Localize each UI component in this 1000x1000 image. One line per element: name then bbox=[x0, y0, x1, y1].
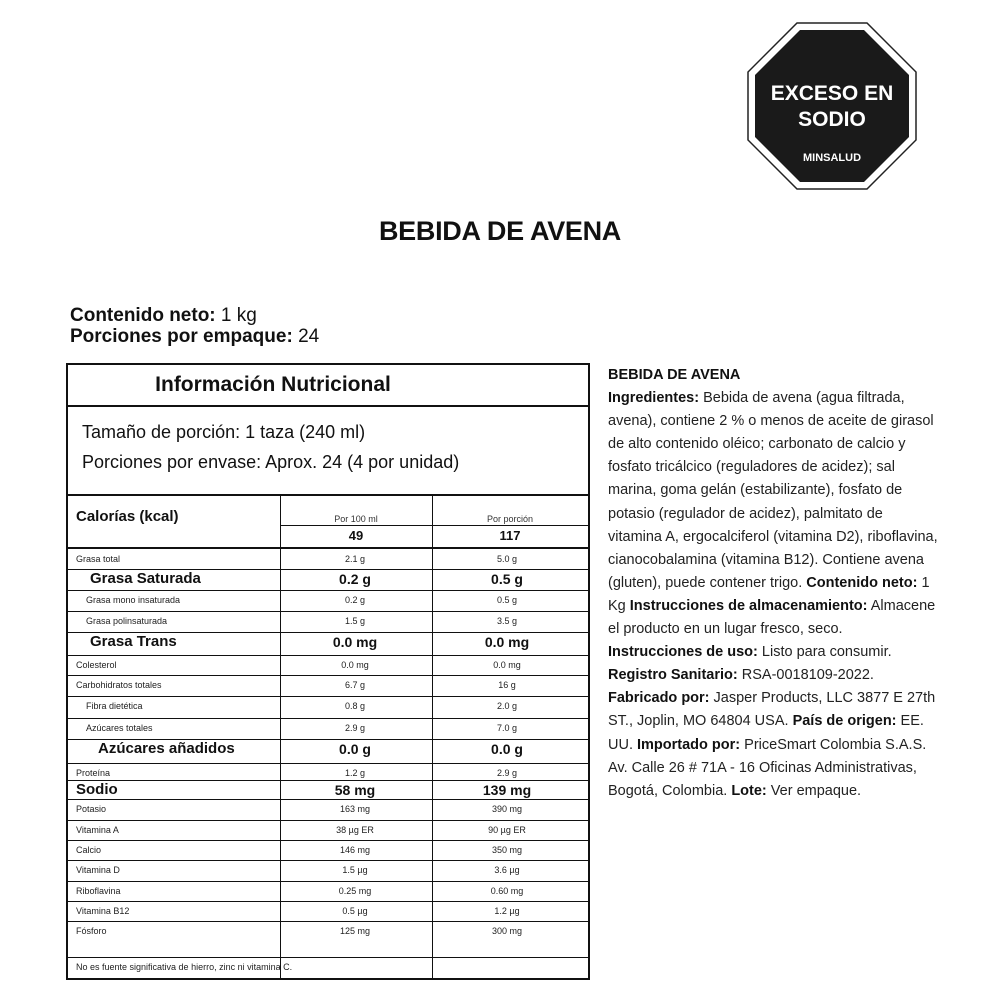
nutrient-value-per-portion: 16 g bbox=[498, 680, 516, 690]
nutrient-row bbox=[68, 820, 588, 840]
nutrient-value-per-portion: 3.5 g bbox=[496, 616, 518, 626]
nutrient-value-per-100ml: 163 mg bbox=[339, 804, 371, 814]
row-divider bbox=[68, 860, 588, 861]
nutrient-value-per-portion: 0.0 mg bbox=[493, 660, 521, 670]
nutrient-value-per-100ml: 146 mg bbox=[339, 845, 371, 855]
nutrient-name: Vitamina A bbox=[76, 825, 119, 835]
nutrient-row bbox=[68, 696, 588, 716]
nutrient-value-per-100ml: 1.5 g bbox=[344, 616, 366, 626]
row-divider bbox=[68, 569, 588, 570]
row-divider bbox=[68, 675, 588, 676]
nutrient-name: Vitamina D bbox=[76, 865, 120, 875]
portions-value: 24 bbox=[298, 326, 320, 347]
nutrient-name: Azúcares totales bbox=[86, 723, 153, 733]
nutrient-value-per-100ml: 1.5 µg bbox=[342, 865, 368, 875]
nutrient-value-per-portion: 0.60 mg bbox=[490, 886, 524, 896]
nutrient-value-per-portion: 5.0 g bbox=[496, 554, 518, 564]
importer-label: Importado por: bbox=[637, 736, 741, 753]
warning-seal bbox=[747, 22, 917, 190]
row-divider bbox=[68, 799, 588, 800]
seal-authority: MINSALUD bbox=[802, 152, 862, 164]
product-title: BEBIDA DE AVENA bbox=[378, 216, 622, 246]
nutrient-value-per-100ml: 1.2 g bbox=[344, 768, 366, 778]
nutrient-row bbox=[68, 549, 588, 569]
nutrient-row bbox=[68, 739, 588, 759]
panel-title: Información Nutricional bbox=[68, 365, 588, 407]
calories-per-portion: 117 bbox=[499, 528, 521, 543]
nutrient-name: Grasa mono insaturada bbox=[86, 595, 181, 605]
nutrient-name: Calcio bbox=[76, 845, 102, 855]
nutrient-value-per-portion: 0.0 g bbox=[491, 741, 523, 757]
nutrient-row bbox=[68, 780, 588, 800]
row-divider bbox=[68, 780, 588, 781]
nutrient-value-per-100ml: 125 mg bbox=[339, 926, 371, 936]
nutrient-row bbox=[68, 611, 588, 631]
origin-label: País de origen: bbox=[792, 713, 897, 730]
maker-label: Fabricado por: bbox=[608, 690, 710, 707]
calories-per-100ml: 49 bbox=[348, 528, 364, 543]
nutrient-value-per-100ml: 0.0 mg bbox=[341, 660, 369, 670]
ingredients-text: Bebida de avena (agua filtrada, avena), contiene 2 % o menos de aceite de girasol de alto contenido oléico; carbonato de calcio y fosfato tricálcico (reguladores de acidez); sal marina, goma gelán (estabilizante), fosfato de potasio (regulador de acidez), palmitato de vitamina A, ergocalciferol (vitamina D2), riboflavina, cianocobalamina (vitamina B12). Contiene avena (gluten), puede contener trigo. bbox=[608, 390, 938, 591]
registry-text: RSA-0018109-2022. bbox=[741, 667, 874, 684]
nutrient-value-per-portion: 90 µg ER bbox=[488, 825, 526, 835]
nutrient-value-per-100ml: 58 mg bbox=[334, 782, 376, 798]
row-divider bbox=[68, 655, 588, 656]
ingredients-label: Ingredientes: bbox=[608, 390, 700, 407]
footnote: No es fuente significativa de hierro, zinc ni vitamina C. bbox=[76, 962, 293, 972]
nutrient-value-per-100ml: 6.7 g bbox=[344, 680, 366, 690]
nutrient-row bbox=[68, 632, 588, 652]
nutrient-value-per-portion: 0.0 mg bbox=[484, 634, 530, 650]
row-divider bbox=[68, 901, 588, 902]
nutrient-name: Colesterol bbox=[76, 660, 117, 670]
divider bbox=[280, 525, 588, 526]
serving-info bbox=[82, 417, 459, 477]
portions-label: Porciones por empaque: bbox=[70, 326, 293, 347]
nutrient-value-per-portion: 1.2 µg bbox=[494, 906, 520, 916]
col-header-per-portion: Por porción bbox=[486, 514, 534, 524]
nutrient-value-per-100ml: 0.5 µg bbox=[342, 906, 368, 916]
nutrient-name: Sodio bbox=[76, 781, 118, 798]
serving-size: Tamaño de porción: 1 taza (240 ml) bbox=[82, 422, 366, 442]
nutrient-name: Carbohidratos totales bbox=[76, 680, 162, 690]
nutrient-value-per-portion: 2.9 g bbox=[496, 768, 518, 778]
importer-text: PriceSmart Colombia S.A.S. Av. Calle 26 # 71A - 16 Oficinas Administrativas, Bogotá, Colombia. bbox=[608, 736, 927, 799]
nutrient-name: Proteína bbox=[76, 768, 111, 778]
nutrient-value-per-100ml: 0.25 mg bbox=[338, 886, 372, 896]
nutrient-value-per-100ml: 0.8 g bbox=[344, 701, 366, 711]
maker-text: Jasper Products, LLC 3877 E 27th ST., Joplin, MO 64804 USA. bbox=[608, 690, 936, 730]
lot-text: Ver empaque. bbox=[770, 782, 862, 799]
nutrient-value-per-portion: 2.0 g bbox=[496, 701, 518, 711]
nutrient-name: Riboflavina bbox=[76, 886, 121, 896]
col-header-per-100ml: Por 100 ml bbox=[334, 514, 378, 524]
nutrient-row bbox=[68, 799, 588, 819]
nutrient-row bbox=[68, 860, 588, 880]
net-content-block bbox=[70, 305, 319, 347]
row-divider bbox=[68, 820, 588, 821]
nutrient-value-per-100ml: 38 µg ER bbox=[336, 825, 374, 835]
nutrient-row bbox=[68, 569, 588, 589]
nutrition-panel bbox=[66, 363, 590, 980]
divider bbox=[68, 957, 588, 958]
nutrient-name: Fósforo bbox=[76, 926, 107, 936]
ingredients-block bbox=[608, 364, 938, 803]
nutrient-name: Potasio bbox=[76, 804, 107, 814]
nutrient-name: Vitamina B12 bbox=[76, 906, 130, 916]
row-divider bbox=[68, 590, 588, 591]
nutrient-row bbox=[68, 675, 588, 695]
nutrient-value-per-portion: 0.5 g bbox=[491, 571, 523, 587]
nutrient-name: Fibra dietética bbox=[86, 701, 143, 711]
storage-text: Almacene el producto en un lugar fresco, seco. bbox=[608, 597, 936, 638]
nutrient-value-per-portion: 139 mg bbox=[482, 782, 532, 798]
nutrient-value-per-portion: 3.6 µg bbox=[494, 865, 520, 875]
calories-label: Calorías (kcal) bbox=[76, 508, 179, 525]
nutrient-name: Grasa Saturada bbox=[90, 570, 201, 587]
origin-text: EE. UU. bbox=[608, 713, 924, 753]
row-divider bbox=[68, 696, 588, 697]
nutrient-row bbox=[68, 840, 588, 860]
row-divider bbox=[68, 718, 588, 719]
net-text: 1 Kg bbox=[608, 574, 930, 614]
nutrient-row bbox=[68, 881, 588, 901]
nutrient-row bbox=[68, 921, 588, 941]
net-content-label: Contenido neto: bbox=[70, 305, 216, 326]
ingredients-title: BEBIDA DE AVENA bbox=[608, 367, 741, 383]
nutrient-name: Grasa Trans bbox=[90, 633, 177, 650]
nutrient-value-per-portion: 390 mg bbox=[491, 804, 523, 814]
nutrient-value-per-portion: 350 mg bbox=[491, 845, 523, 855]
registry-label: Registro Sanitario: bbox=[608, 667, 738, 684]
row-divider bbox=[68, 763, 588, 764]
nutrient-name: Grasa polinsaturada bbox=[86, 616, 168, 626]
nutrient-name: Azúcares añadidos bbox=[98, 740, 235, 757]
row-divider bbox=[68, 840, 588, 841]
row-divider bbox=[68, 739, 588, 740]
nutrient-row bbox=[68, 655, 588, 675]
nutrient-row bbox=[68, 901, 588, 921]
nutrient-name: Grasa total bbox=[76, 554, 121, 564]
row-divider bbox=[68, 632, 588, 633]
nutrient-row bbox=[68, 590, 588, 610]
row-divider bbox=[68, 921, 588, 922]
nutrient-value-per-100ml: 0.0 mg bbox=[332, 634, 378, 650]
nutrient-value-per-100ml: 0.2 g bbox=[344, 595, 366, 605]
lot-label: Lote: bbox=[731, 782, 767, 799]
use-text: Listo para consumir. bbox=[761, 644, 892, 661]
nutrient-value-per-portion: 7.0 g bbox=[496, 723, 518, 733]
nutrient-value-per-100ml: 0.2 g bbox=[339, 571, 371, 587]
nutrient-value-per-portion: 0.5 g bbox=[496, 595, 518, 605]
seal-line-2: SODIO bbox=[798, 108, 866, 131]
storage-label: Instrucciones de almacenamiento: bbox=[629, 597, 868, 614]
row-divider bbox=[68, 881, 588, 882]
nutrient-value-per-100ml: 0.0 g bbox=[339, 741, 371, 757]
net-content-value: 1 kg bbox=[220, 305, 257, 326]
use-label: Instrucciones de uso: bbox=[608, 644, 758, 661]
octagon-icon bbox=[747, 22, 917, 190]
nutrient-value-per-portion: 300 mg bbox=[491, 926, 523, 936]
servings-per-container: Porciones por envase: Aprox. 24 (4 por unidad) bbox=[82, 452, 460, 472]
divider bbox=[68, 494, 588, 496]
nutrient-row bbox=[68, 718, 588, 738]
net-label: Contenido neto: bbox=[806, 574, 918, 591]
nutrient-value-per-100ml: 2.9 g bbox=[344, 723, 366, 733]
row-divider bbox=[68, 611, 588, 612]
nutrient-value-per-100ml: 2.1 g bbox=[344, 554, 366, 564]
seal-line-1: EXCESO EN bbox=[770, 82, 894, 105]
